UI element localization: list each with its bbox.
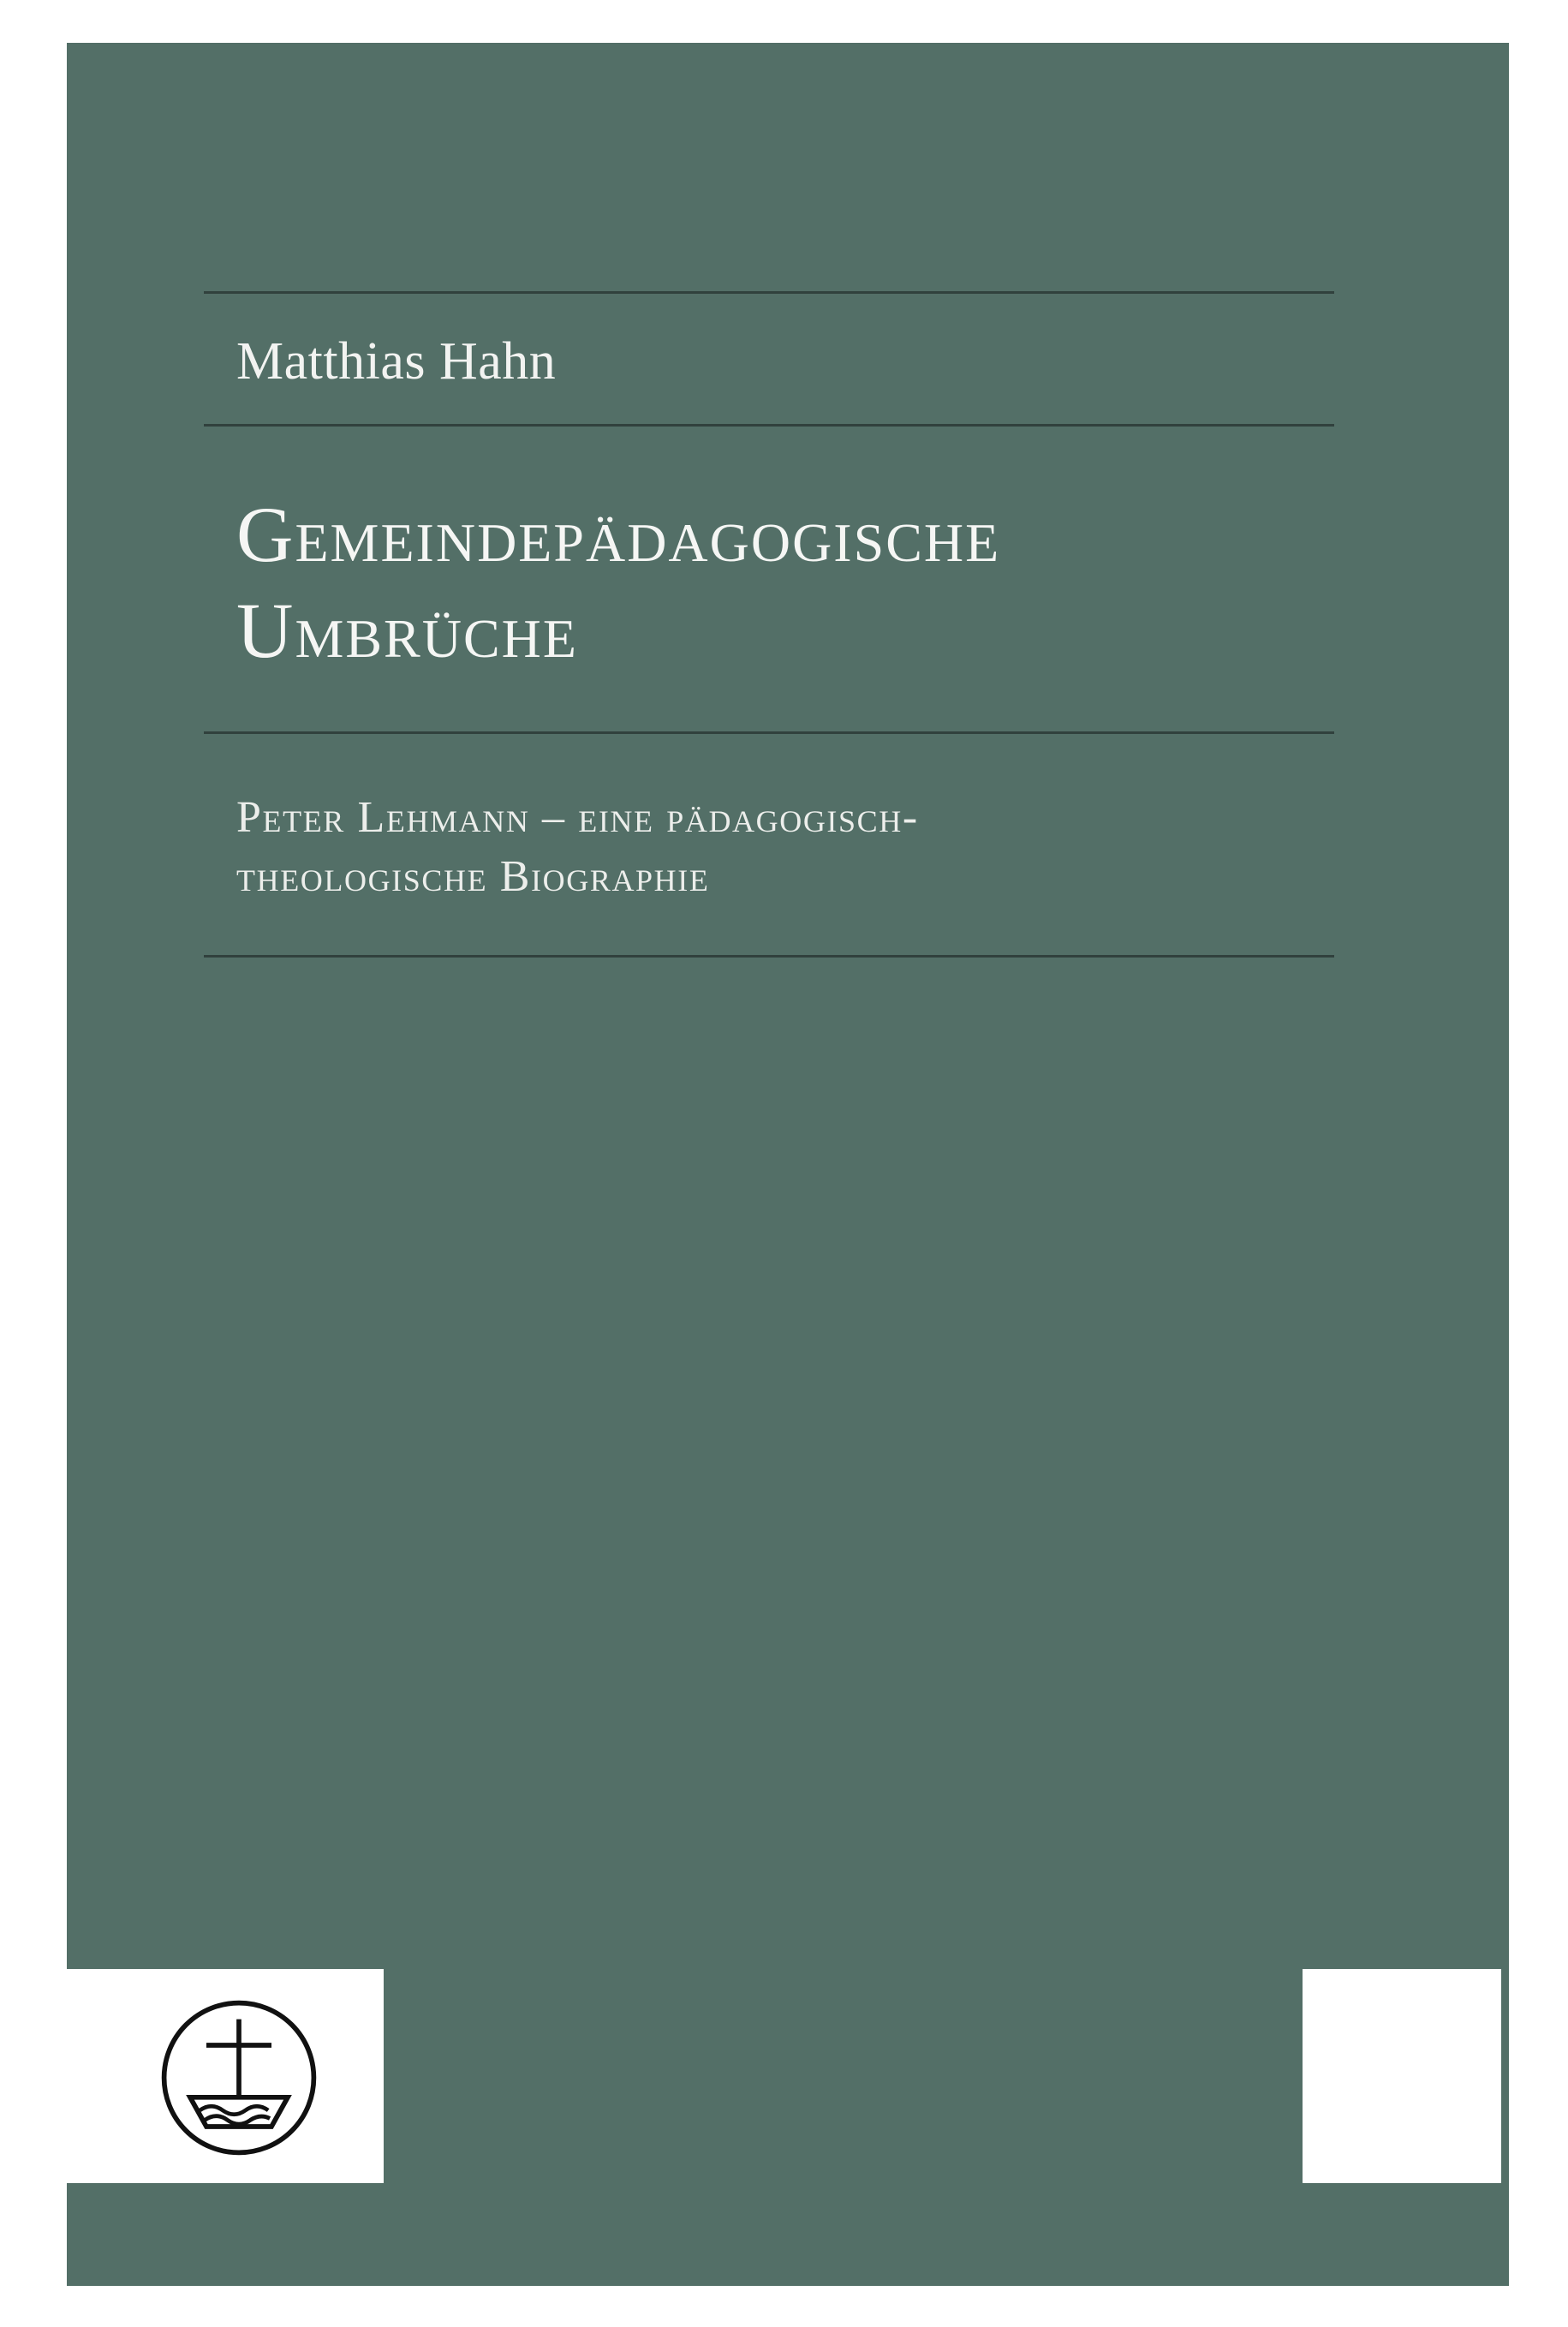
- ship-logo-icon: [158, 1996, 320, 2159]
- book-title-line-2: Umbrüche: [236, 587, 578, 675]
- rule-bottom: [204, 955, 1334, 958]
- rule-top: [204, 291, 1334, 294]
- book-cover: [67, 43, 1509, 2288]
- rule-under-title: [204, 731, 1334, 734]
- book-subtitle-line-1: Peter Lehmann – eine pädagogisch-: [236, 793, 919, 843]
- left-margin-strip: [0, 0, 67, 2327]
- right-margin-strip: [1509, 0, 1568, 2327]
- author-name: Matthias Hahn: [236, 332, 557, 391]
- top-margin-strip: [0, 0, 1568, 43]
- cover-text-block: [204, 291, 1334, 958]
- bottom-right-notch: [1303, 1969, 1501, 2183]
- book-subtitle: [204, 734, 1334, 954]
- rule-under-author: [204, 424, 1334, 427]
- bottom-margin-strip: [0, 2286, 1568, 2327]
- book-title-line-1: Gemeindepädagogische: [236, 491, 1001, 578]
- book-title: [204, 427, 1334, 731]
- book-subtitle-line-2: theologische Biographie: [236, 852, 710, 902]
